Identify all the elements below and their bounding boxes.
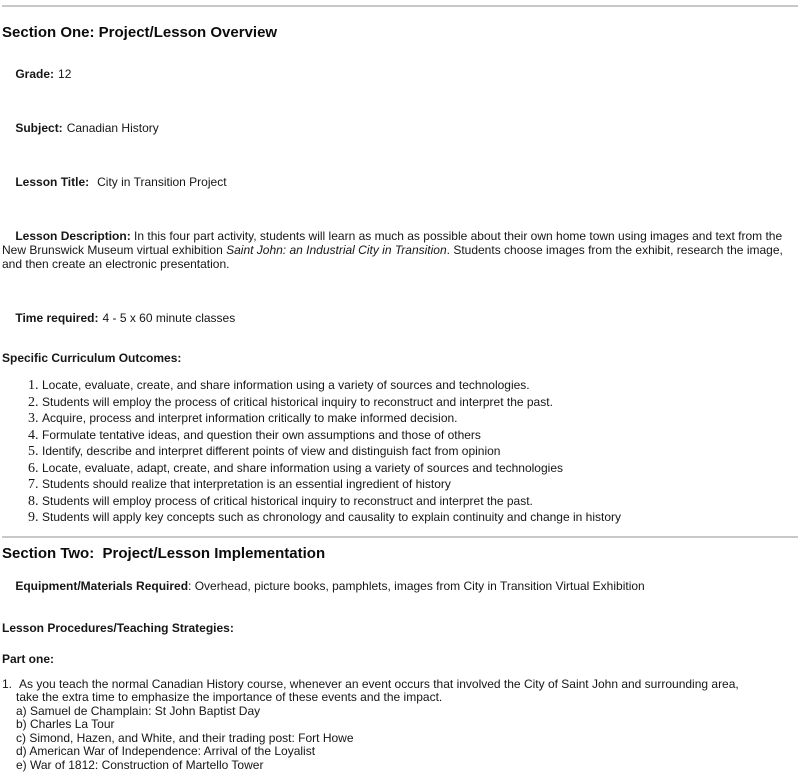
outcome-item: 5. Identify, describe and interpret different points of view and distinguish fact from opinion [42,443,798,460]
lesson-description-text: In this four part activity, students will learn as much as possible about their own home town using images and text from the New Brunswick Museum virtual exhibition [2,229,785,257]
lesson-plan-document [0,5,800,772]
lesson-description-text-after: . Students choose images from the exhibit, research the image, and then create an electronic presentation. [2,243,786,271]
section-two-heading: Section Two: Project/Lesson Implementation [2,545,798,562]
step-body [16,678,758,772]
time-required-label: Time required: [15,311,98,325]
outcome-item: 1. Locate, evaluate, create, and share information using a variety of sources and technologies. [42,377,798,394]
time-required-value: 4 - 5 x 60 minute classes [102,311,235,325]
outcome-item: 3. Acquire, process and interpret information critically to make informed decision. [42,410,798,427]
section-one-heading: Section One: Project/Lesson Overview [2,24,798,41]
outcome-item: 2. Students will employ the process of critical historical inquiry to reconstruct and interpret the past. [42,394,798,411]
lesson-description-label: Lesson Description: [15,229,130,243]
lesson-title-label: Lesson Title: [15,175,89,189]
outcome-item: 6. Locate, evaluate, adapt, create, and share information using a variety of sources and technologies [42,460,798,477]
outcome-item: 8. Students will employ process of critical historical inquiry to reconstruct and interpret the past. [42,493,798,510]
step-sub-item: c) Simond, Hazen, and White, and their trading post: Fort Howe [16,732,758,746]
procedures-heading: Lesson Procedures/Teaching Strategies: [2,621,798,635]
outcome-item: 4. Formulate tentative ideas, and question their own assumptions and those of others [42,427,798,444]
step-sub-item: a) Samuel de Champlain: St John Baptist Day [16,705,758,719]
curriculum-outcomes-heading: Specific Curriculum Outcomes: [2,351,798,365]
step-sub-item: b) Charles La Tour [16,718,758,732]
subject-value: Canadian History [67,121,159,135]
outcome-item: 9. Students will apply key concepts such as chronology and causality to explain continuity and change in history [42,509,798,526]
lesson-description [2,215,798,285]
step-sub-item: d) American War of Independence: Arrival of the Loyalist [16,745,758,759]
outcome-item: 7. Students should realize that interpretation is an essential ingredient of history [42,476,798,493]
step-sub-item: e) War of 1812: Construction of Martello Tower [16,759,758,772]
equipment-label: Equipment/Materials Required [15,579,188,593]
subject-field [2,107,798,149]
step-number: 1. [2,678,16,772]
equipment-separator: : [188,579,195,593]
procedure-step-1 [2,678,798,772]
step-text: As you teach the normal Canadian History course, whenever an event occurs that involved the City of Saint John and surrounding area, take the extra time to emphasize the importance of these events and the impact. [16,678,758,705]
lesson-title-value: City in Transition Project [97,175,226,189]
grade-value: 12 [58,67,71,81]
part-one-heading: Part one: [2,652,798,666]
exhibition-title: Saint John: an Industrial City in Transition [226,243,447,257]
curriculum-outcomes-list [2,377,798,526]
subject-label: Subject: [15,121,62,135]
section-divider [2,536,798,538]
top-divider [2,5,798,7]
lesson-title-field [2,161,798,203]
equipment-field [2,565,798,607]
grade-field [2,53,798,95]
grade-label: Grade: [15,67,54,81]
time-required-field [2,297,798,339]
equipment-value: Overhead, picture books, pamphlets, images from City in Transition Virtual Exhibition [195,579,645,593]
